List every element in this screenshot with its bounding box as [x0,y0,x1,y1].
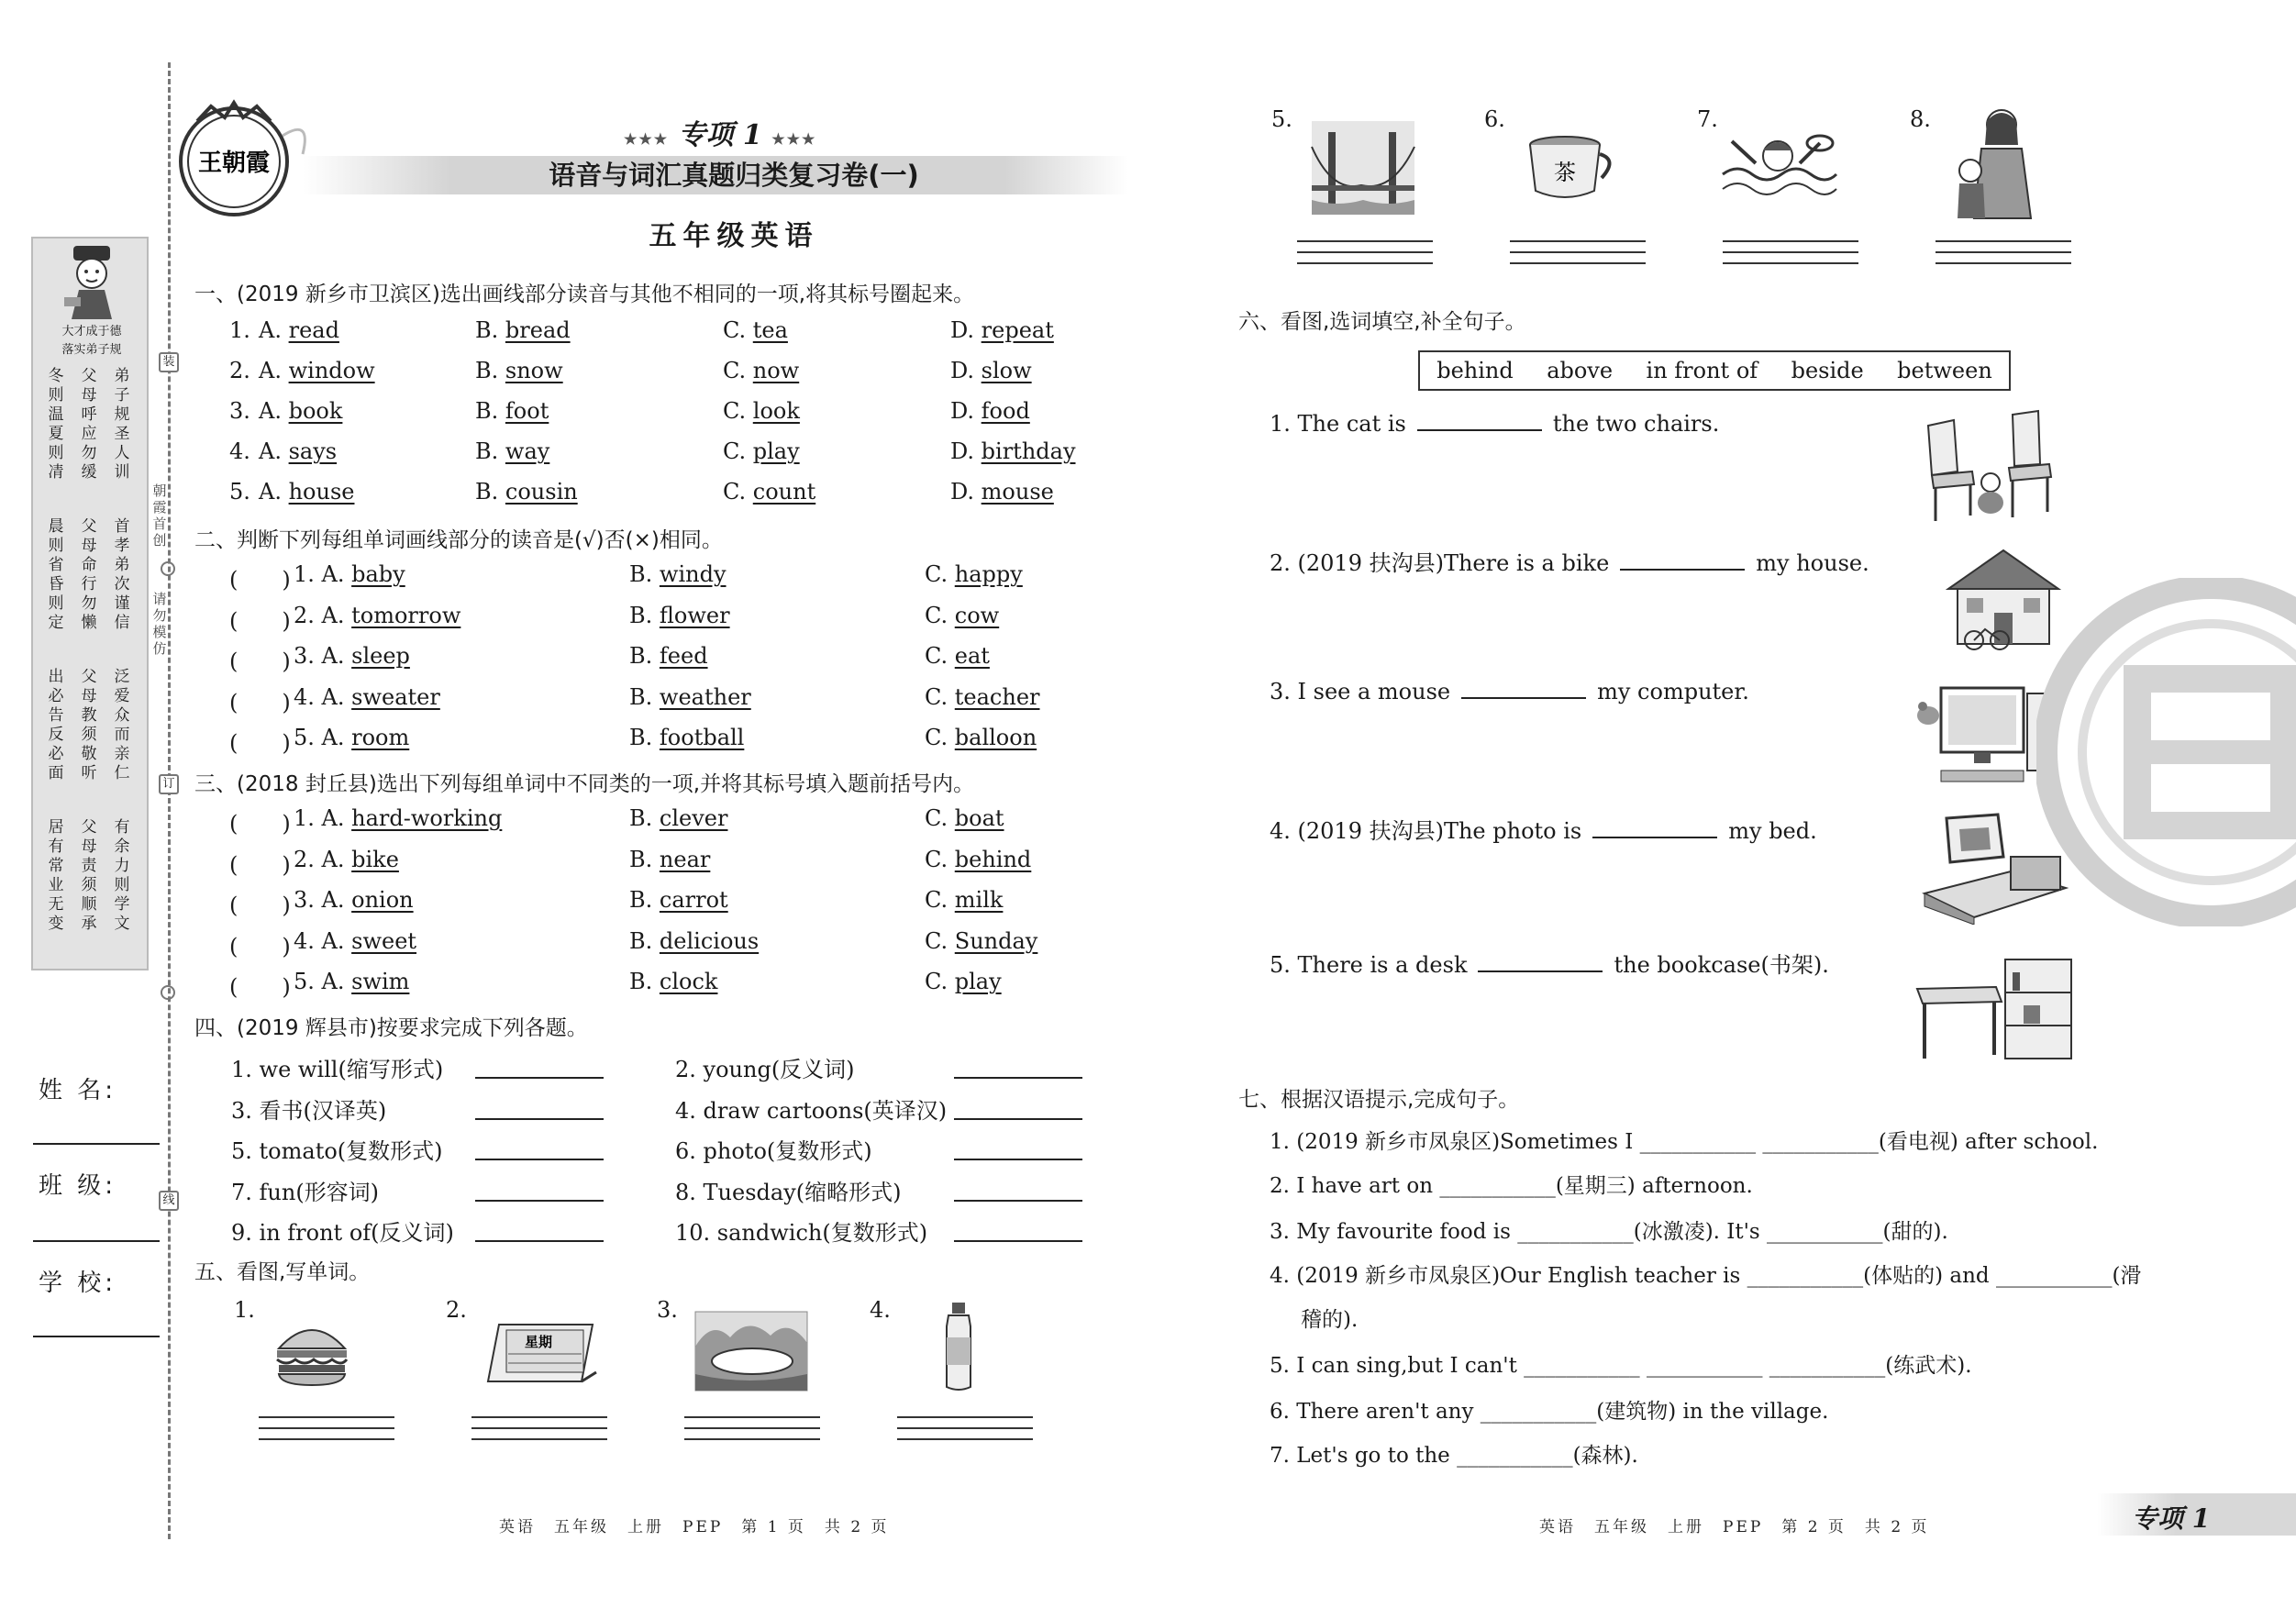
vertical-note-2: 请勿模仿 [152,591,167,657]
sentence-start: 2. (2019 扶沟县)There is a bike [1270,550,1610,576]
answer-blank[interactable] [475,1138,604,1160]
picture-number-2: 2. [446,1297,467,1323]
svg-text:王朝霞: 王朝霞 [197,150,271,177]
exercise-prompt: 2. young(反义词) [675,1057,855,1082]
fill-sentence [1270,545,1869,577]
question-number: 3. [229,398,250,424]
question-number: 2. [229,358,250,383]
picture-number-5: 5. [1271,106,1292,132]
exercise-prompt: 4. draw cartoons(英译汉) [675,1097,948,1124]
picture-number-8: 8. [1910,106,1931,132]
word-option: 4. A. sweater [294,683,440,710]
answer-option[interactable]: C. now [723,358,800,383]
word-option: C. happy [925,561,1023,587]
answer-lines-1[interactable] [259,1416,394,1449]
answer-blank[interactable] [1478,952,1603,972]
word-option: C. boat [925,805,1004,831]
answer-option[interactable]: C. play [723,438,800,464]
translation-sentence[interactable]: 6. There aren't any ___________(建筑物) in the village. [1270,1400,1829,1424]
answer-lines-4[interactable] [897,1416,1033,1449]
sentence-end: my computer. [1597,679,1749,704]
name-label: 姓 名: [39,1077,117,1104]
answer-bracket[interactable]: ( ) [229,649,291,674]
exercise-prompt: 7. fun(形容词) [231,1179,380,1205]
answer-blank[interactable] [954,1180,1082,1202]
answer-bracket[interactable]: ( ) [229,730,291,756]
motto-column: 冬则温夏则凊 [48,367,64,482]
answer-blank[interactable] [475,1220,604,1242]
mother-child-icon [1947,105,2042,220]
word-option: 4. A. sweet [294,927,417,954]
fill-sentence [1270,679,1749,704]
word-bank-item: in front of [1646,358,1758,383]
chairs-and-cat-icon [1917,407,2064,523]
motto-column: 有余力则学文 [114,818,130,933]
answer-blank[interactable] [954,1220,1082,1242]
answer-option[interactable]: D. slow [950,358,1032,383]
word-option: C. play [925,969,1002,994]
section7-title: 七、根据汉语提示,完成句子。 [1238,1088,1520,1112]
translation-sentence[interactable]: 1. (2019 新乡市凤泉区)Sometimes I ___________ ___________(看电视) after school. [1270,1130,2099,1154]
water-bottle-icon [943,1301,974,1392]
word-bank-item: beside [1791,358,1864,383]
tea-cup-icon [1526,134,1620,207]
answer-blank[interactable] [1592,818,1717,838]
answer-option[interactable]: A. book [259,398,343,424]
answer-blank[interactable] [1417,411,1542,431]
answer-option[interactable]: D. birthday [950,438,1076,464]
translation-sentence[interactable]: 5. I can sing,but I can't ___________ ___________ ___________(练武术). [1270,1354,1972,1378]
translation-sentence[interactable]: 2. I have art on ___________(星期三) afternoon. [1270,1174,1753,1198]
word-option: B. near [629,846,711,872]
word-bank-item: behind [1436,358,1514,383]
footer-right: 英语 五年级 上册 PEP 第 2 页 共 2 页 [1539,1518,1930,1536]
school-label: 学 校: [39,1270,117,1297]
vertical-note-1: 朝霞首创 [152,482,167,549]
section2-title: 二、判断下列每组单词画线部分的读音是(√)否(×)相同。 [194,528,723,552]
word-option: 2. A. tomorrow [294,602,461,628]
word-option: C. eat [925,643,990,669]
section5-title: 五、看图,写单词。 [194,1260,371,1284]
binding-hole-2 [161,985,175,1000]
word-option: B. clever [629,805,728,831]
answer-option[interactable]: D. repeat [950,317,1054,343]
word-option: B. clock [629,969,718,994]
translation-sentence[interactable]: 稽的). [1301,1308,1359,1332]
answer-option[interactable]: D. mouse [950,479,1054,505]
word-bank-item: above [1547,358,1614,383]
motto-column: 弟子规圣人训 [114,367,130,482]
answer-blank[interactable] [475,1057,604,1079]
word-option: C. behind [925,846,1032,872]
answer-bracket[interactable]: ( ) [229,933,291,959]
question-number: 1. [229,317,250,343]
answer-option[interactable]: A. house [259,479,355,505]
name-input-line[interactable] [33,1143,160,1145]
topic-tab-label: 专项 1 [2132,1503,2211,1534]
binding-dashed-line [168,62,171,1539]
answer-option[interactable]: C. look [723,398,800,424]
section1-title: 一、(2019 新乡市卫滨区)选出画线部分读音与其他不相同的一项,将其标号圈起来。 [194,283,975,306]
answer-option[interactable]: B. foot [475,398,549,424]
binding-hole-1 [161,561,175,576]
picture-number-6: 6. [1484,106,1505,132]
exercise-prompt: 10. sandwich(复数形式) [675,1220,928,1246]
word-option: 5. A. room [294,725,410,750]
fill-sentence [1270,411,1719,437]
word-option: C. cow [925,602,1000,628]
answer-bracket[interactable]: ( ) [229,893,291,918]
word-option: C. balloon [925,725,1037,750]
footer-left: 英语 五年级 上册 PEP 第 1 页 共 2 页 [499,1518,890,1536]
answer-option[interactable]: B. way [475,438,550,464]
answer-blank[interactable] [475,1098,604,1120]
svg-text:星期: 星期 [525,1334,553,1350]
word-option: 3. A. sleep [294,643,410,669]
motto-column: 父母责须顺承 [81,818,97,933]
answer-bracket[interactable]: ( ) [229,811,291,837]
answer-blank[interactable] [954,1057,1082,1079]
binding-mark-xian: 线 [159,1191,179,1211]
sentence-start: 4. (2019 扶沟县)The photo is [1270,818,1582,844]
answer-option[interactable]: B. cousin [475,479,578,505]
scholar-figure-icon [55,242,128,321]
sentence-start: 3. I see a mouse [1270,679,1451,704]
answer-option[interactable]: D. food [950,398,1030,424]
page-title: 语音与词汇真题归类复习卷(一) [549,160,919,191]
motto-column: 父母教须敬听 [81,668,97,782]
word-option: B. carrot [629,887,728,913]
seal-watermark-icon [2036,578,2296,926]
school-input-line[interactable] [33,1336,160,1337]
word-option: B. delicious [629,927,760,954]
word-option: B. feed [629,643,708,669]
picture-number-7: 7. [1697,106,1718,132]
motto-panel [31,237,149,970]
exercise-prompt: 3. 看书(汉译英) [231,1097,387,1124]
answer-lines-6[interactable] [1510,240,1646,273]
sentence-start: 5. There is a desk [1270,952,1468,978]
answer-lines-8[interactable] [1936,240,2071,273]
motto-column: 晨则省昏则定 [48,517,64,632]
motto-column: 父母命行勿懒 [81,517,97,632]
word-option: B. flower [629,602,730,628]
answer-blank[interactable] [1461,679,1586,699]
exercise-prompt: 9. in front of(反义词) [231,1220,454,1246]
brand-logo-icon [174,99,312,218]
motto-column: 首孝弟次谨信 [114,517,130,632]
word-option: 3. A. onion [294,887,414,913]
answer-option[interactable]: A. window [259,358,375,383]
sentence-start: 1. The cat is [1270,411,1406,437]
motto-column: 父母呼应勿缓 [81,367,97,482]
class-label: 班 级: [39,1172,117,1200]
word-option: 5. A. swim [294,969,410,994]
binding-mark-ding: 订 [159,774,179,794]
answer-lines-3[interactable] [684,1416,820,1449]
motto-column: 泛爱众而亲仁 [114,668,130,782]
page-subtitle: 五年级英语 [649,220,819,252]
answer-blank[interactable] [954,1098,1082,1120]
answer-lines-2[interactable] [471,1416,607,1449]
motto-column: 居有常业无变 [48,818,64,933]
word-option: C. Sunday [925,927,1038,954]
sentence-end: the two chairs. [1552,411,1720,437]
bridge-icon [1310,119,1416,216]
desk-and-bookcase-icon [1913,950,2084,1064]
sentence-end: the bookcase(书架). [1614,952,1829,978]
question-number: 5. [229,479,250,505]
translation-sentence[interactable]: 7. Let's go to the ___________(森林). [1270,1444,1638,1468]
svg-text:茶: 茶 [1554,160,1576,185]
binding-mark-zhuang: 装 [159,352,179,372]
word-option: 2. A. bike [294,846,399,872]
answer-bracket[interactable]: ( ) [229,567,291,593]
word-option: B. windy [629,561,727,587]
lake-landscape-icon [693,1310,809,1392]
motto-caption: 大才成于德 落实弟子规 [61,325,122,357]
word-bank-item: between [1897,358,1992,383]
exercise-prompt: 5. tomato(复数形式) [231,1138,443,1164]
answer-blank[interactable] [1620,550,1745,571]
fill-sentence [1270,813,1817,845]
sentence-end: my bed. [1728,818,1817,844]
picture-number-3: 3. [657,1297,678,1323]
word-option: 1. A. baby [294,561,405,587]
answer-option[interactable]: C. tea [723,317,788,343]
answer-option[interactable]: A. read [259,317,339,343]
answer-bracket[interactable]: ( ) [229,689,291,715]
section4-title: 四、(2019 辉县市)按要求完成下列各题。 [194,1016,588,1040]
answer-bracket[interactable]: ( ) [229,607,291,634]
topic-label: ★★★ 专项 1 ★★★ [624,119,817,151]
word-bank [1418,350,2011,391]
picture-number-1: 1. [234,1297,255,1323]
picture-number-4: 4. [870,1297,891,1323]
section3-title: 三、(2018 封丘县)选出下列每组单词中不同类的一项,并将其标号填入题前括号内。 [194,772,975,796]
answer-option[interactable]: B. bread [475,317,571,343]
section6-title: 六、看图,选词填空,补全句子。 [1238,310,1526,334]
fill-sentence [1270,947,1829,979]
exercise-prompt: 6. photo(复数形式) [675,1138,872,1164]
desk-calendar-icon [479,1317,600,1387]
question-number: 4. [229,438,250,464]
word-option: C. teacher [925,683,1040,710]
translation-sentence[interactable]: 3. My favourite food is ___________(冰激凌). It's ___________(甜的). [1270,1220,1948,1244]
word-option: B. football [629,725,745,750]
answer-option[interactable]: B. snow [475,358,563,383]
swimming-boy-icon [1719,119,1840,211]
exercise-prompt: 8. Tuesday(缩略形式) [675,1179,902,1205]
sentence-end: my house. [1756,550,1869,576]
translation-sentence[interactable]: 4. (2019 新乡市凤泉区)Our English teacher is ___________(体贴的) and ___________(滑 [1270,1264,2142,1288]
answer-option[interactable]: A. says [259,438,338,464]
answer-bracket[interactable]: ( ) [229,851,291,878]
motto-column: 出必告反必面 [48,668,64,782]
answer-lines-5[interactable] [1297,240,1433,273]
word-option: 1. A. hard-working [294,805,503,831]
exercise-prompt: 1. we will(缩写形式) [231,1057,444,1082]
word-option: C. milk [925,887,1004,913]
class-input-line[interactable] [33,1240,160,1242]
answer-blank[interactable] [475,1180,604,1202]
answer-lines-7[interactable] [1723,240,1858,273]
word-option: B. weather [629,683,751,710]
answer-bracket[interactable]: ( ) [229,974,291,1000]
hamburger-icon [273,1317,350,1387]
answer-option[interactable]: C. count [723,479,816,505]
answer-blank[interactable] [954,1138,1082,1160]
